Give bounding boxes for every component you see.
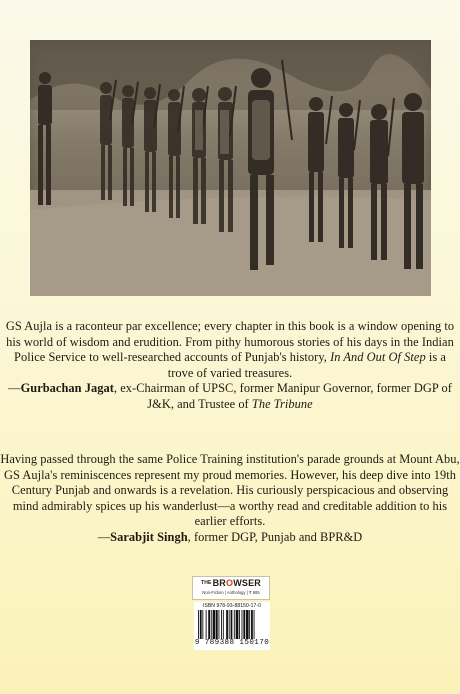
- ean-number: 9 789388 150170: [194, 639, 270, 647]
- reviewer-name: Sarabjit Singh: [110, 529, 188, 544]
- barcode-bars: [198, 610, 266, 639]
- review-blurb-1: [0, 319, 460, 413]
- reviewer-description: , former DGP, Punjab and BPR&D: [187, 529, 363, 544]
- publisher-name: [195, 578, 267, 588]
- publisher-logo: [192, 576, 270, 600]
- reviewer-description: , ex-Chairman of UPSC, former Manipur Governor, former DGP of J&K, and Trustee of: [113, 381, 452, 411]
- publisher-name-b: WSER: [233, 578, 262, 588]
- reviewer-name: Gurbachan Jagat: [20, 381, 114, 396]
- publisher-name-o: O: [226, 578, 234, 588]
- em-dash: —: [8, 381, 21, 396]
- isbn-barcode: [194, 602, 270, 650]
- police-parade-photo: [30, 40, 431, 296]
- publisher-name-a: BR: [212, 578, 226, 588]
- review-blurb-2: [0, 452, 460, 546]
- newspaper-title: The Tribune: [251, 396, 313, 411]
- book-title: In And Out Of Step: [330, 350, 426, 365]
- em-dash: —: [97, 529, 111, 544]
- publisher-meta: Non-Fiction | Anthology | ₹ 695: [202, 590, 260, 595]
- blurb-body: Having passed through the same Police Training institution's parade grounds at Mount Abu, GS Aujla's reminiscences represent my proud memories. However, his deep dive into 19th Century Punjab and onwards is a revelation. His curiously perspicacious and observing mind admirably spices up his wanderlust—a worthy read and creditable addition to his earlier efforts.: [0, 452, 460, 529]
- cover-photo: [30, 40, 431, 296]
- reviewer-attribution: [8, 381, 452, 411]
- publisher-the: THE: [200, 580, 212, 586]
- blurb-body-end: is a trove of varied treasures.: [167, 350, 446, 380]
- blurb-body: GS Aujla is a raconteur par excellence; every chapter in this book is a window opening to his world of wisdom and erudition. From pithy humorous stories of his days in the Indian Police Service to well-researched accounts of Punjab's history,: [5, 319, 455, 365]
- isbn-number: ISBN 978-93-88150-17-0: [202, 603, 262, 609]
